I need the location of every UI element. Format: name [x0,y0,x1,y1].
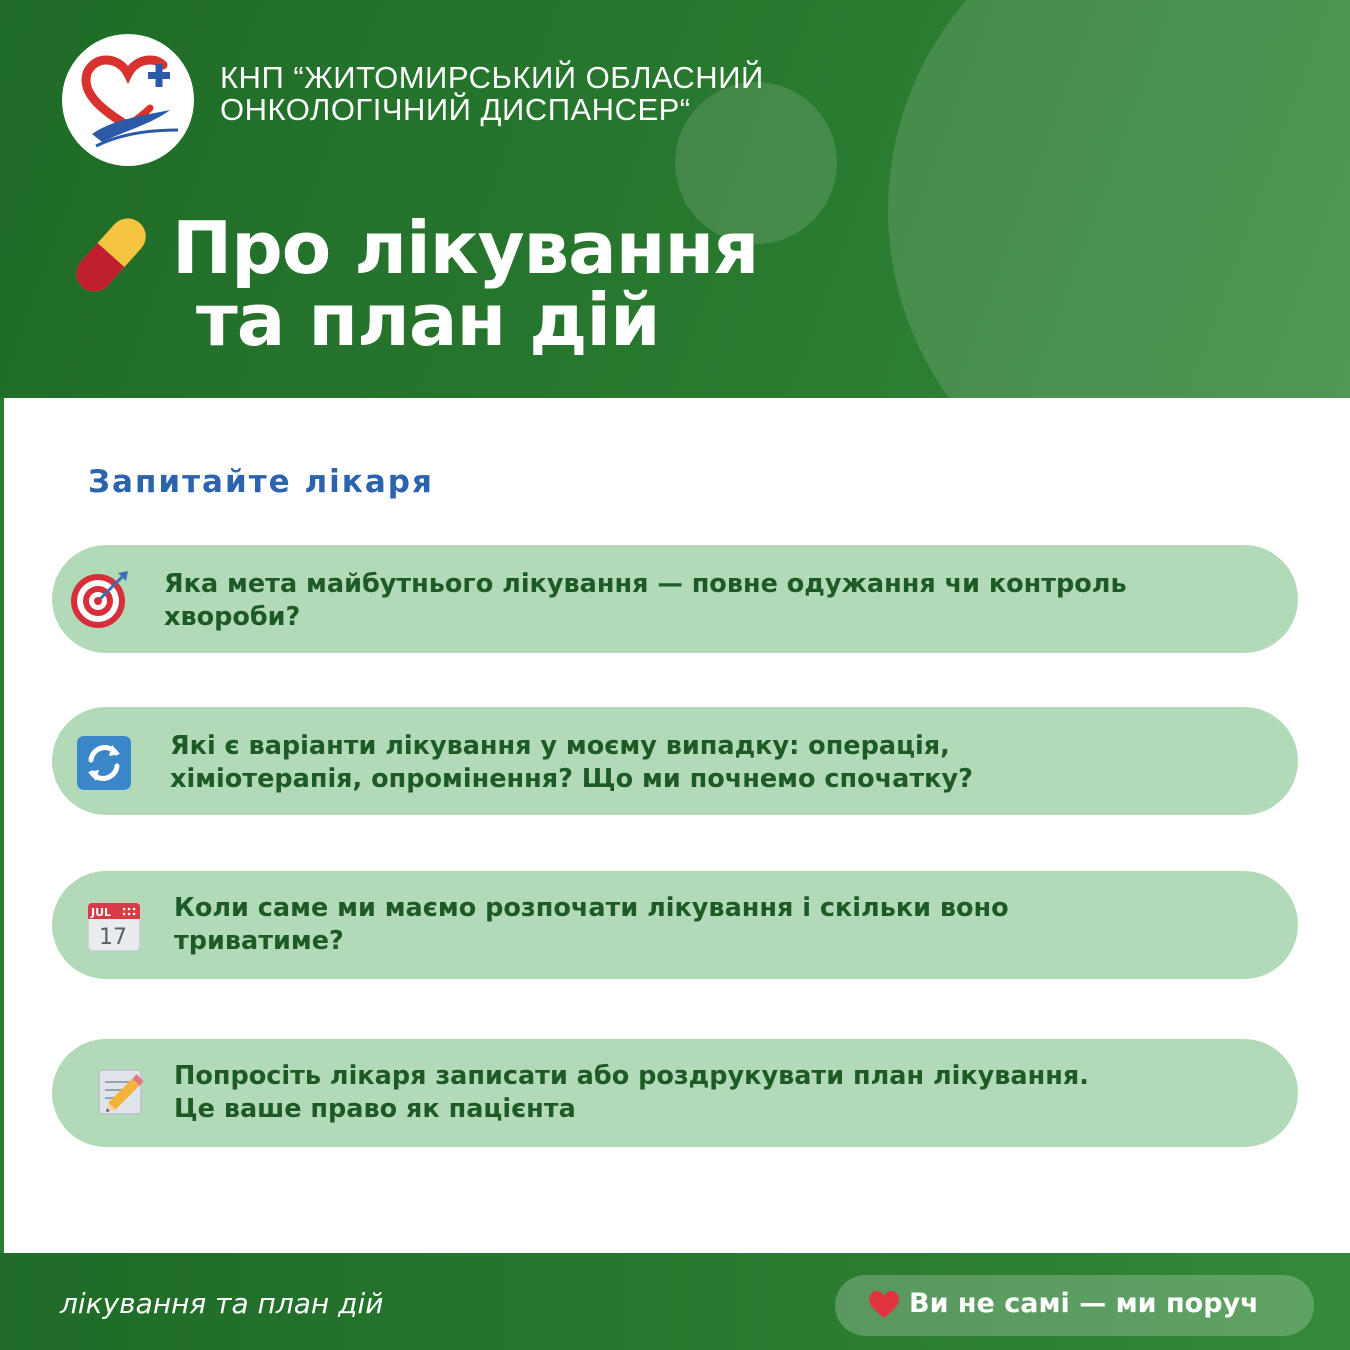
question-text-line2: хвороби? [164,602,301,632]
question-text [164,568,1127,634]
heart-icon [868,1290,900,1324]
calendar-day: 17 [99,925,127,950]
question-text-line2: Це ваше право як пацієнта [174,1094,576,1124]
page-title [172,206,759,362]
organization-name-line1: КНП “ЖИТОМИРСЬКИЙ ОБЛАСНИЙ [220,60,764,95]
question-text [174,892,1009,958]
question-text-line1: Попросіть лікаря записати або роздрукувати план лікування. [174,1061,1089,1091]
question-card-options [52,707,1298,815]
decorative-circle-large [888,0,1350,398]
calendar-month: JUL [91,906,112,919]
question-text-line1: Коли саме ми маємо розпочати лікування і скільки воно [174,893,1009,923]
question-text-line2: хіміотерапія, опромінення? Що ми почнемо спочатку? [170,764,973,794]
page-title-line1: Про лікування [172,206,759,290]
question-card-goal [52,545,1298,653]
question-card-plan [52,1039,1298,1147]
calendar-icon [86,897,142,957]
refresh-icon [76,735,132,795]
question-card-timing [52,871,1298,979]
support-badge [835,1275,1314,1336]
target-icon [70,569,132,635]
question-text [174,1060,1089,1126]
memo-pencil-icon [96,1064,150,1122]
organization-name-line2: ОНКОЛОГІЧНИЙ ДИСПАНСЕР“ [220,92,691,127]
question-text-line1: Які є варіанти лікування у моєму випадку: операція, [170,731,950,761]
footer-caption: лікування та план дій [60,1287,384,1320]
support-badge-text: Ви не самі — ми поруч [909,1288,1259,1319]
pill-icon [66,210,156,304]
page-title-line2: та план дій [196,278,660,362]
question-text-line2: триватиме? [174,926,344,956]
section-title: Запитайте лікаря [88,464,434,500]
question-text-line1: Яка мета майбутнього лікування — повне одужання чи контроль [164,569,1127,599]
heart-cross-logo-icon [62,34,194,166]
question-text [170,730,973,796]
organization-name [220,62,840,126]
